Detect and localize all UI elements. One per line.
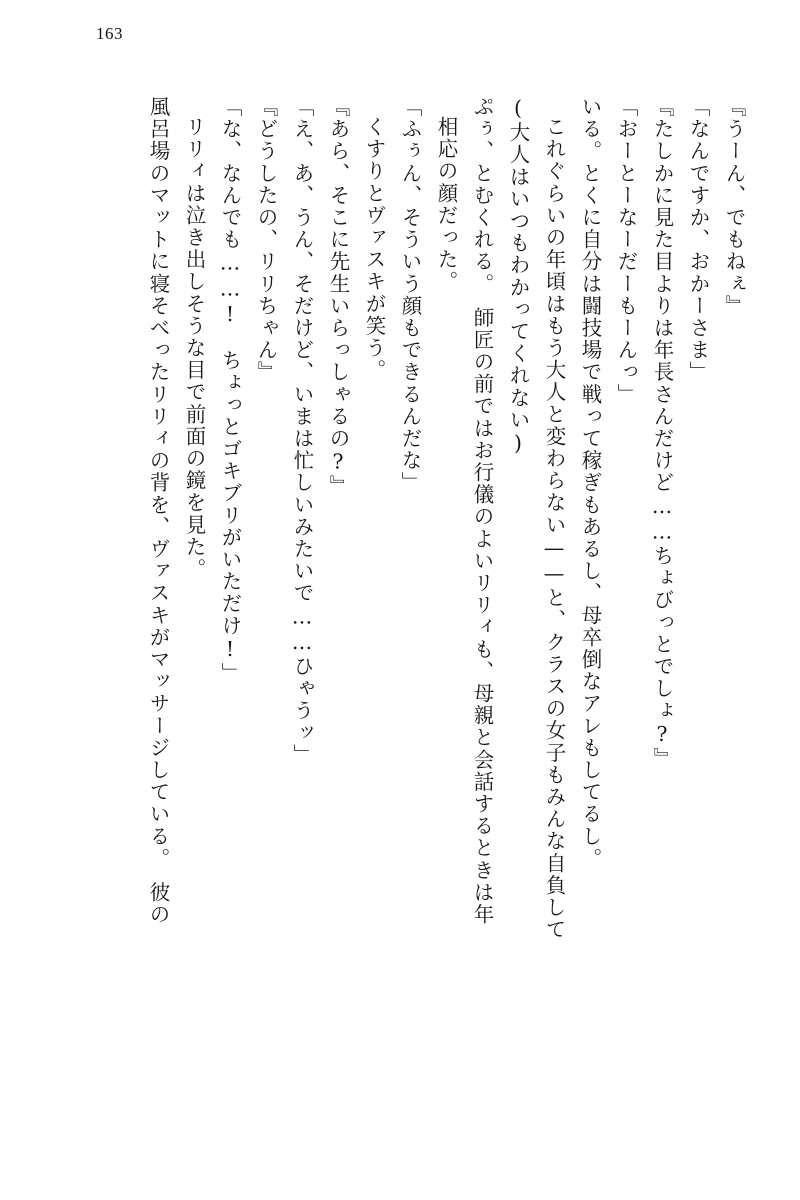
text-line: いる。とくに自分は闘技場で戦って稼ぎもあるし、母卒倒なアレもしてるし。	[578, 96, 602, 870]
text-line: くすりとヴァスキが笑う。	[362, 116, 386, 382]
text-line: 「な、なんでも……! ちょっとゴキブリがいただけ!」	[218, 96, 242, 685]
text-line: 風呂場のマットに寝そべったリリィの背を、ヴァスキがマッサージしている。 彼の	[146, 96, 170, 926]
text-line: これぐらいの年頃はもう大人と変わらない——と、クラスの女子もみんな自負して	[542, 116, 566, 941]
page-number: 163	[96, 24, 123, 43]
text-line: (大人はいつもわかってくれない)	[506, 96, 530, 457]
text-line: 「おーとーなーだーもーんっ」	[614, 96, 638, 406]
text-line: 『うーん、でもねぇ』	[722, 96, 746, 317]
text-line: 『あら、そこに先生いらっしゃるの?』	[326, 96, 350, 498]
text-line: 『たしかに見た目よりは年長さんだけど……ちょびっとでしょ?』	[650, 96, 674, 770]
text-line: ぷぅ、とむくれる。 師匠の前ではお行儀のよいリリィも、母親と会話するときは年	[470, 96, 494, 926]
text-line: 『どうしたの、リリちゃん』	[254, 96, 278, 384]
text-line: 「ふぅん、そういう顔もできるんだな」	[398, 96, 422, 494]
text-line: リリィは泣き出しそうな目で前面の鏡を見た。	[182, 116, 206, 581]
text-line: 「え、あ、うん、そだけど、いまは忙しいみたいで……ひゃうッ」	[290, 96, 314, 766]
text-line: 相応の顔だった。	[434, 116, 458, 293]
text-line: 「なんですか、おかーさま」	[686, 96, 710, 384]
vertical-text-body	[44, 96, 744, 1136]
